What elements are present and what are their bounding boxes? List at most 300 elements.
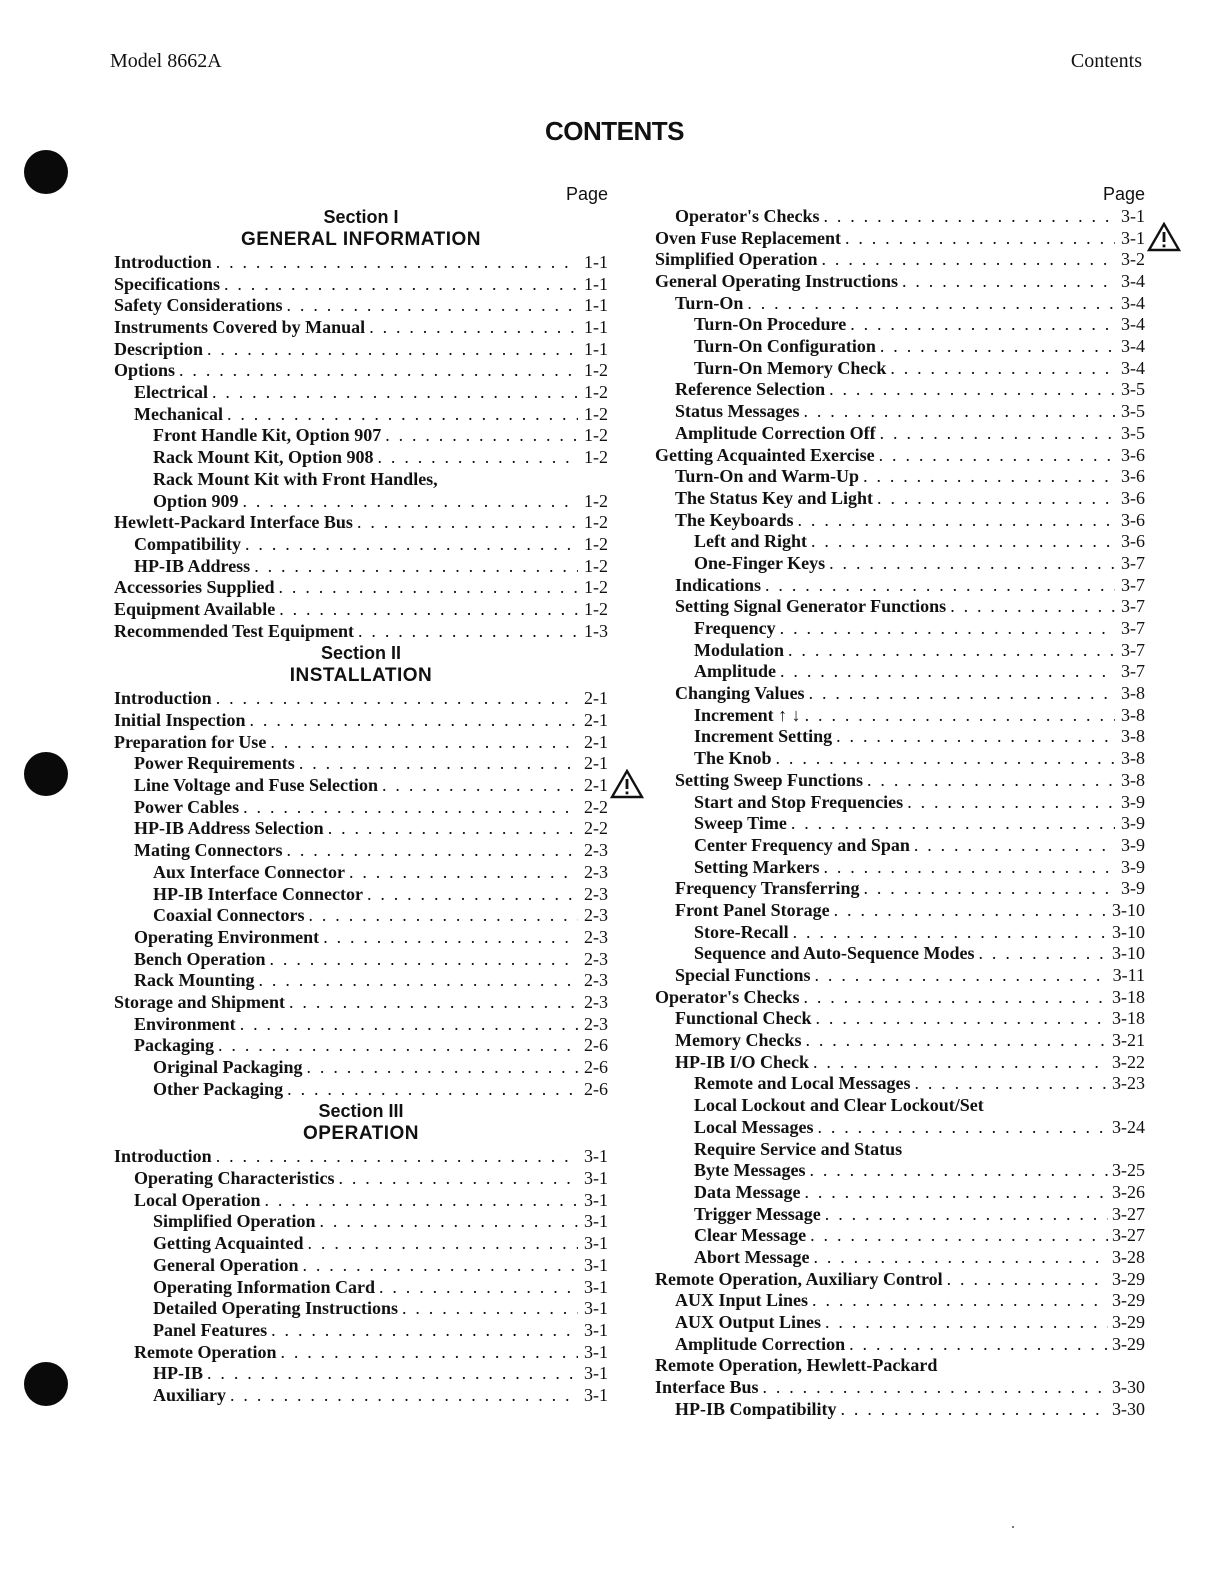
toc-entry <box>655 1095 1145 1117</box>
toc-entry-title: One-Finger Keys <box>694 553 826 573</box>
toc-entry-page: 2-6 <box>584 1035 608 1056</box>
toc-entry <box>114 317 608 339</box>
toc-entry-page: 3-10 <box>1112 900 1145 920</box>
toc-entry-title: Electrical <box>134 382 208 403</box>
toc-entry <box>655 271 1145 293</box>
toc-entry-page: 2-1 <box>584 688 608 709</box>
toc-entry-title: Turn-On and Warm-Up <box>675 466 860 487</box>
toc-entry <box>114 927 608 949</box>
toc-entry-page: 2-3 <box>584 1013 608 1034</box>
dot-leader <box>254 556 578 578</box>
toc-entry <box>114 1363 608 1385</box>
toc-entry-page: 3-1 <box>584 1385 608 1405</box>
toc-entry-title: Sweep Time <box>694 813 787 834</box>
toc-entry <box>655 1030 1145 1052</box>
toc-entry-title: Frequency Transferring <box>675 878 860 899</box>
dot-leader <box>369 317 578 339</box>
toc-left-column <box>114 182 608 1407</box>
dot-leader <box>813 1247 1108 1269</box>
toc-entry-title: Turn-On Memory Check <box>694 357 887 378</box>
dot-leader <box>813 1052 1108 1074</box>
dot-leader <box>823 206 1115 228</box>
dot-leader <box>880 423 1115 445</box>
toc-entry-page: 3-5 <box>1121 379 1145 400</box>
toc-entry <box>655 1290 1145 1312</box>
dot-leader <box>287 1079 578 1101</box>
toc-entry-page: 2-1 <box>584 731 608 752</box>
dot-leader <box>207 1363 578 1385</box>
dot-leader <box>402 1298 578 1320</box>
toc-entry-page: 2-6 <box>584 1078 608 1099</box>
dot-leader <box>230 1385 578 1407</box>
dot-leader <box>765 575 1115 597</box>
toc-entry-page: 3-4 <box>1121 271 1145 292</box>
toc-entry <box>114 447 608 469</box>
toc-entry-page: 3-8 <box>1121 683 1145 704</box>
toc-entry-title: Turn-On <box>675 292 744 313</box>
page-column-label: Page <box>565 184 608 204</box>
toc-entry-page: 1-2 <box>584 512 608 533</box>
toc-entry-page: 2-3 <box>584 905 608 926</box>
toc-entry-page: 1-1 <box>584 317 608 338</box>
toc-entry-title: Remote Operation <box>134 1341 277 1362</box>
dot-leader <box>299 753 578 775</box>
toc-entry-title: Rack Mount Kit with Front Handles, <box>153 468 438 489</box>
toc-entry <box>655 792 1145 814</box>
toc-entry-title: Operating Environment <box>134 926 320 947</box>
dot-leader <box>817 1117 1108 1139</box>
toc-entry-page: 3-28 <box>1112 1247 1145 1267</box>
toc-entry-title: Operator's Checks <box>675 206 820 226</box>
toc-entry-title: Equipment Available <box>114 599 276 619</box>
toc-entry-title: Setting Sweep Functions <box>675 769 864 790</box>
binder-hole <box>24 150 68 194</box>
toc-entry-title: Detailed Operating Instructions <box>153 1298 398 1319</box>
toc-entry-title: Require Service and Status <box>694 1138 903 1159</box>
toc-entry <box>655 813 1145 835</box>
toc-entry-page: 1-2 <box>584 382 608 403</box>
toc-entry-page: 3-1 <box>584 1319 608 1340</box>
dot-leader <box>811 531 1115 553</box>
toc-entry <box>114 819 608 841</box>
toc-entry <box>114 1079 608 1101</box>
dot-leader <box>338 1168 578 1190</box>
toc-entry-page: 1-2 <box>584 447 608 468</box>
toc-entry <box>655 965 1145 987</box>
toc-entry-page: 3-6 <box>1121 509 1145 530</box>
toc-entry <box>655 835 1145 857</box>
section-number: Section II <box>320 643 401 664</box>
dot-leader <box>309 905 579 927</box>
toc-entry <box>114 512 608 534</box>
toc-entry <box>114 599 608 621</box>
toc-entry <box>114 295 608 317</box>
toc-entry-title: Increment ↑ ↓ <box>694 704 801 725</box>
dot-leader <box>877 488 1115 510</box>
toc-entry <box>114 469 608 491</box>
toc-entry <box>655 987 1145 1009</box>
toc-entry-title: Remote Operation, Hewlett-Packard <box>655 1355 938 1376</box>
toc-entry <box>114 992 608 1014</box>
toc-entry-title: Front Handle Kit, Option 907 <box>153 425 382 446</box>
toc-entry <box>655 857 1145 879</box>
toc-entry-page: 3-18 <box>1112 1008 1145 1029</box>
toc-entry-title: Introduction <box>114 688 212 709</box>
toc-entry <box>655 1052 1145 1074</box>
toc-entry-title: Operator's Checks <box>655 986 800 1007</box>
toc-entry-title: Amplitude Correction Off <box>675 422 876 443</box>
toc-entry <box>114 1014 608 1036</box>
toc-entry <box>655 1182 1145 1204</box>
toc-entry <box>655 575 1145 597</box>
dot-leader <box>825 1312 1108 1334</box>
dot-leader <box>265 1190 579 1212</box>
toc-entry-title: Interface Bus <box>655 1377 759 1398</box>
dot-leader <box>308 1233 578 1255</box>
toc-entry-title: Options <box>114 360 176 381</box>
dot-leader <box>289 992 578 1014</box>
toc-entry-title: Sequence and Auto-Sequence Modes <box>694 943 975 964</box>
toc-entry <box>114 797 608 819</box>
toc-entry <box>655 878 1145 900</box>
toc-entry-page: 3-24 <box>1112 1116 1145 1137</box>
toc-entry-page: 2-1 <box>584 710 608 731</box>
toc-entry-title: General Operation <box>153 1254 299 1275</box>
dot-leader <box>207 339 578 361</box>
header-contents: Contents <box>1070 50 1142 72</box>
toc-entry-page: 3-7 <box>1121 618 1145 639</box>
dot-leader <box>907 792 1115 814</box>
toc-entry-title: Oven Fuse Replacement <box>655 227 841 248</box>
toc-entry <box>655 640 1145 662</box>
dot-leader <box>227 404 578 426</box>
toc-entry <box>655 466 1145 488</box>
toc-entry-title: Description <box>114 338 203 359</box>
toc-entry-page: 3-29 <box>1112 1290 1145 1311</box>
toc-entry-title: Modulation <box>694 639 785 660</box>
toc-entry-page: 3-6 <box>1121 487 1145 508</box>
dot-leader <box>271 1320 578 1342</box>
dot-leader <box>822 249 1115 271</box>
toc-entry-title: Operating Information Card <box>153 1276 375 1297</box>
toc-entry-title: AUX Input Lines <box>675 1290 809 1311</box>
dot-leader <box>809 1160 1108 1182</box>
toc-entry-title: Power Cables <box>134 796 240 817</box>
toc-entry-title: Amplitude <box>694 661 777 682</box>
toc-entry <box>114 621 608 643</box>
toc-entry <box>114 339 608 361</box>
toc-entry-page: 3-11 <box>1112 965 1145 986</box>
toc-entry-title: Trigger Message <box>694 1203 821 1224</box>
toc-entry-title: Getting Acquainted Exercise <box>655 444 875 465</box>
toc-entry <box>655 1355 1145 1377</box>
toc-entry-page: 3-8 <box>1121 726 1145 747</box>
dot-leader <box>798 510 1115 532</box>
dot-leader <box>880 336 1115 358</box>
toc-entry-title: HP-IB Compatibility <box>675 1398 837 1419</box>
toc-entry <box>114 274 608 296</box>
toc-entry <box>114 949 608 971</box>
toc-entry <box>114 1168 608 1190</box>
toc-entry <box>114 252 608 274</box>
toc-entry-title: Recommended Test Equipment <box>114 620 355 641</box>
toc-entry-page: 3-1 <box>584 1211 608 1232</box>
toc-entry-page: 2-1 <box>584 753 608 774</box>
toc-entry-title: Memory Checks <box>675 1030 802 1051</box>
toc-entry-page: 3-8 <box>1121 769 1145 790</box>
toc-entry <box>655 423 1145 445</box>
toc-entry <box>114 1320 608 1342</box>
dot-leader <box>243 797 578 819</box>
toc-entry-page: 3-7 <box>1121 596 1145 617</box>
dot-leader <box>259 970 578 992</box>
toc-entry <box>114 732 608 754</box>
toc-entry-title: Environment <box>134 1013 236 1034</box>
toc-entry <box>114 1233 608 1255</box>
toc-entry-title: Local Lockout and Clear Lockout/Set <box>694 1095 984 1116</box>
toc-entry-page: 3-1 <box>584 1146 608 1167</box>
toc-entry <box>655 1117 1145 1139</box>
dot-leader <box>287 295 578 317</box>
toc-entry <box>114 577 608 599</box>
scan-speck <box>1012 1526 1014 1528</box>
dot-leader <box>863 878 1115 900</box>
toc-entry-page: 3-5 <box>1121 401 1145 422</box>
toc-entry-page: 1-1 <box>584 252 608 272</box>
toc-entry-page: 3-27 <box>1112 1203 1145 1224</box>
dot-leader <box>349 862 578 884</box>
dot-leader <box>805 1030 1108 1052</box>
dot-leader <box>212 382 578 404</box>
toc-entry <box>655 1312 1145 1334</box>
dot-leader <box>804 401 1116 423</box>
toc-entry-page: 3-29 <box>1112 1268 1145 1289</box>
toc-entry-page: 3-9 <box>1121 878 1145 899</box>
dot-leader <box>823 857 1115 879</box>
toc-entry <box>655 531 1145 553</box>
toc-entry-page: 3-4 <box>1121 314 1145 335</box>
section-number: Section III <box>318 1101 404 1122</box>
toc-entry <box>655 1334 1145 1356</box>
dot-leader <box>850 314 1115 336</box>
toc-entry-page: 3-1 <box>584 1276 608 1297</box>
toc-entry-page: 1-1 <box>584 338 608 359</box>
toc-entry-page: 3-10 <box>1112 943 1145 964</box>
toc-entry <box>114 1277 608 1299</box>
toc-entry-page: 1-2 <box>584 360 608 381</box>
dot-leader <box>809 683 1115 705</box>
toc-entry <box>655 1269 1145 1291</box>
toc-entry <box>655 206 1145 228</box>
section-number: Section I <box>323 207 399 227</box>
toc-entry-title: The Knob <box>694 748 772 769</box>
dot-leader <box>218 1035 578 1057</box>
toc-entry-title: The Status Key and Light <box>675 487 874 508</box>
toc-entry-page: 2-3 <box>584 948 608 969</box>
toc-entry <box>114 534 608 556</box>
toc-entry-title: Mechanical <box>134 403 223 424</box>
toc-entry <box>655 293 1145 315</box>
toc-entry-page: 2-3 <box>584 992 608 1012</box>
toc-entry-page: 3-9 <box>1121 834 1145 855</box>
dot-leader <box>179 360 578 382</box>
toc-entry-title: Getting Acquainted <box>153 1233 304 1254</box>
toc-entry-page: 3-7 <box>1121 639 1145 660</box>
dot-leader <box>216 252 578 274</box>
toc-entry-page: 1-2 <box>584 599 608 619</box>
toc-entry-title: Abort Message <box>694 1247 810 1267</box>
toc-entry-title: Setting Signal Generator Functions <box>675 596 947 617</box>
toc-entry-title: Rack Mounting <box>134 970 255 991</box>
toc-entry-title: Mating Connectors <box>134 840 283 861</box>
dot-leader <box>805 705 1115 727</box>
toc-entry-title: The Keyboards <box>675 509 794 530</box>
toc-entry-title: Introduction <box>114 252 212 272</box>
toc-entry-title: Frequency <box>694 618 776 639</box>
toc-entry-title: Simplified Operation <box>153 1211 316 1232</box>
dot-leader <box>302 1255 578 1277</box>
toc-entry-title: HP-IB <box>153 1363 204 1384</box>
toc-entry <box>655 770 1145 792</box>
toc-entry <box>114 1035 608 1057</box>
toc-entry <box>655 943 1145 965</box>
toc-entry <box>114 1212 608 1234</box>
toc-entry-title: Initial Inspection <box>114 710 246 731</box>
toc-entry-title: Operating Characteristics <box>134 1168 335 1189</box>
toc-entry-page: 2-3 <box>584 861 608 882</box>
toc-entry-page: 3-7 <box>1121 661 1145 682</box>
toc-entry-page: 3-23 <box>1112 1073 1145 1094</box>
toc-entry-page: 3-1 <box>584 1168 608 1189</box>
dot-leader <box>879 445 1115 467</box>
toc-entry <box>655 1139 1145 1161</box>
dot-leader <box>250 710 578 732</box>
toc-entry-title: Accessories Supplied <box>114 577 275 598</box>
toc-entry-title: Turn-On Procedure <box>694 314 847 335</box>
toc-entry-title: General Operating Instructions <box>655 271 898 292</box>
toc-entry-page: 3-7 <box>1121 553 1145 573</box>
toc-entry-page: 1-2 <box>584 490 608 511</box>
toc-entry-page: 2-1 <box>584 775 608 796</box>
toc-entry-page: 1-2 <box>584 555 608 576</box>
toc-entry-page: 3-6 <box>1121 444 1145 465</box>
toc-entry-title: Coaxial Connectors <box>153 905 305 926</box>
toc-entry <box>655 336 1145 358</box>
toc-entry <box>655 683 1145 705</box>
toc-entry-page: 3-21 <box>1112 1030 1145 1051</box>
binder-hole <box>24 1362 68 1406</box>
toc-entry-page: 3-5 <box>1121 422 1145 443</box>
toc-entry-title: AUX Output Lines <box>675 1312 822 1333</box>
toc-entry <box>655 510 1145 532</box>
toc-entry-page: 3-18 <box>1112 986 1145 1007</box>
toc-entry-title: Status Messages <box>675 401 800 422</box>
dot-leader <box>240 1014 578 1036</box>
toc-entry-title: Packaging <box>134 1035 215 1056</box>
toc-entry-title: Bench Operation <box>134 948 266 969</box>
toc-entry-page: 3-2 <box>1121 249 1145 270</box>
toc-entry <box>114 360 608 382</box>
dot-leader <box>804 1182 1108 1204</box>
toc-entry-page: 3-1 <box>584 1298 608 1319</box>
toc-right-column <box>655 182 1145 1421</box>
toc-entry <box>114 1342 608 1364</box>
toc-entry <box>655 1399 1145 1421</box>
dot-leader <box>382 775 578 797</box>
toc-entry-title: Store-Recall <box>694 921 789 942</box>
toc-entry-title: Indications <box>675 574 762 595</box>
dot-leader <box>867 770 1115 792</box>
toc-entry-title: Remote Operation, Auxiliary Control <box>655 1268 943 1289</box>
toc-entry-page: 3-1 <box>584 1254 608 1275</box>
toc-entry <box>655 1074 1145 1096</box>
dot-leader <box>378 447 578 469</box>
toc-entry-title: Hewlett-Packard Interface Bus <box>114 512 353 533</box>
toc-entry-page: 3-27 <box>1112 1225 1145 1246</box>
toc-entry-page: 1-1 <box>584 273 608 294</box>
toc-entry-title: Start and Stop Frequencies <box>694 791 904 812</box>
toc-entry-title: Amplitude Correction <box>675 1333 846 1354</box>
toc-entry-page: 2-2 <box>584 818 608 839</box>
toc-entry <box>655 705 1145 727</box>
toc-entry <box>114 884 608 906</box>
toc-entry-page: 3-1 <box>1121 206 1145 226</box>
toc-entry <box>114 862 608 884</box>
toc-entry-page: 3-1 <box>584 1189 608 1210</box>
dot-leader <box>279 577 578 599</box>
dot-leader <box>788 640 1115 662</box>
dot-leader <box>270 732 578 754</box>
toc-entry-page: 3-30 <box>1112 1398 1145 1419</box>
section-heading <box>114 206 608 252</box>
dot-leader <box>791 813 1115 835</box>
dot-leader <box>841 1399 1108 1421</box>
toc-entry <box>655 553 1145 575</box>
dot-leader <box>243 491 578 513</box>
toc-entry <box>114 1385 608 1407</box>
toc-entry <box>114 753 608 775</box>
toc-entry-page: 3-1 <box>584 1341 608 1362</box>
toc-entry-page: 3-29 <box>1112 1312 1145 1333</box>
toc-entry-title: Rack Mount Kit, Option 908 <box>153 447 374 468</box>
toc-entry-page: 3-4 <box>1121 336 1145 357</box>
toc-entry <box>114 775 608 797</box>
toc-entry <box>114 970 608 992</box>
toc-entry <box>655 358 1145 380</box>
dot-leader <box>829 380 1115 402</box>
warning-triangle-icon <box>1147 222 1181 252</box>
dot-leader <box>323 927 578 949</box>
dot-leader <box>224 274 578 296</box>
dot-leader <box>286 840 578 862</box>
toc-entry-title: HP-IB Address Selection <box>134 818 324 839</box>
toc-entry-title: Setting Markers <box>694 856 820 877</box>
toc-entry <box>114 491 608 513</box>
toc-entry <box>114 688 608 710</box>
section-heading <box>114 642 608 688</box>
toc-entry-title: Preparation for Use <box>114 731 267 752</box>
dot-leader <box>950 596 1115 618</box>
dot-leader <box>849 1334 1108 1356</box>
toc-entry-page: 2-6 <box>584 1057 608 1078</box>
toc-entry <box>114 710 608 732</box>
toc-entry-page: 3-30 <box>1112 1377 1145 1398</box>
toc-entry <box>655 727 1145 749</box>
toc-entry <box>655 596 1145 618</box>
toc-entry-title: Functional Check <box>675 1008 812 1029</box>
dot-leader <box>385 426 578 448</box>
toc-entry-page: 3-8 <box>1121 748 1145 769</box>
